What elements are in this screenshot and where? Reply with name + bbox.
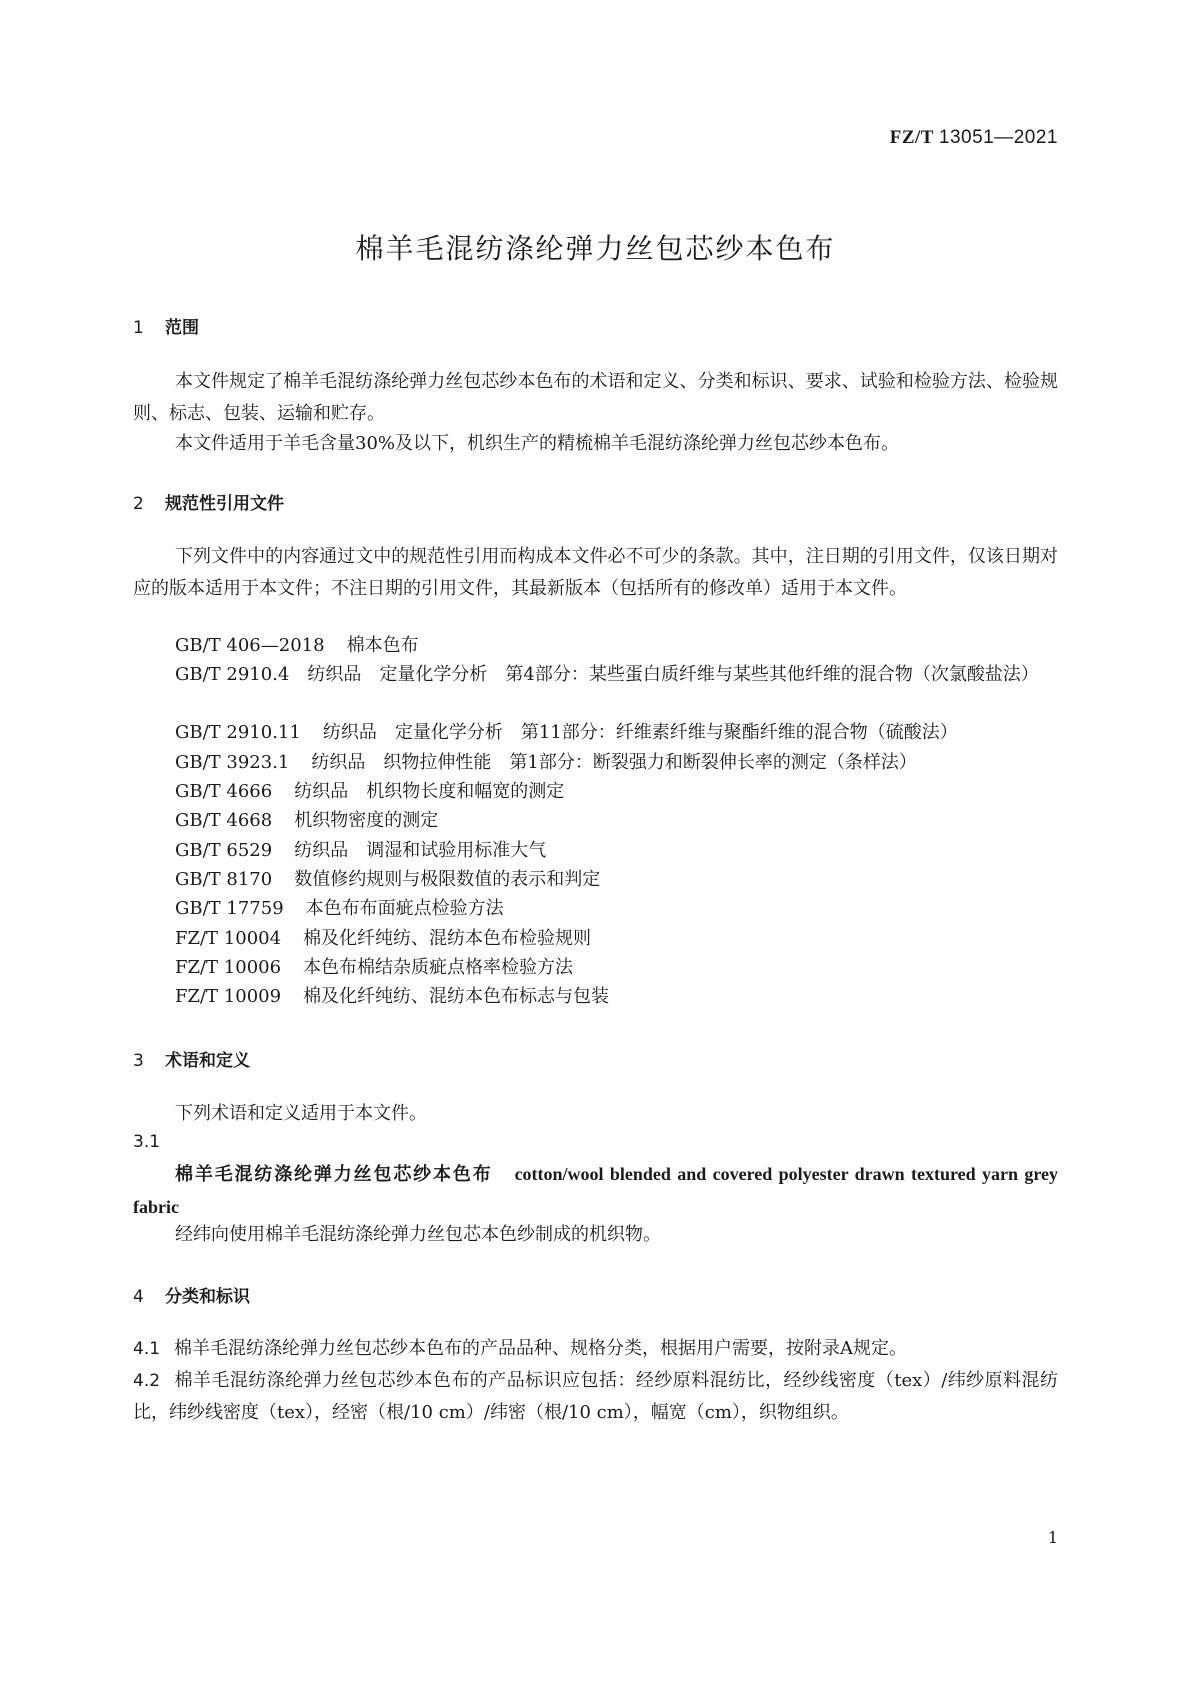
- clause-4-2: [133, 1365, 1058, 1429]
- reference-item: [175, 805, 438, 837]
- section-4-heading: [133, 1282, 250, 1307]
- section-title: 范围: [165, 318, 199, 338]
- section-title: 术语和定义: [165, 1051, 250, 1071]
- reference-title: 数值修约规则与极限数值的表示和判定: [294, 869, 601, 890]
- reference-code: GB/T 3923.1: [175, 752, 290, 773]
- section-title: 规范性引用文件: [165, 494, 284, 514]
- reference-code: GB/T 406—2018: [175, 635, 325, 656]
- reference-item: [133, 659, 1058, 691]
- reference-code: FZ/T 10006: [175, 957, 282, 978]
- section-number: 3: [133, 1051, 144, 1071]
- clause-number: 4.2: [133, 1371, 161, 1391]
- reference-code: GB/T 4666: [175, 781, 273, 802]
- reference-item: [175, 835, 546, 867]
- reference-item: [175, 952, 573, 984]
- reference-item: [175, 923, 591, 955]
- reference-title: 纺织品 调湿和试验用标准大气: [294, 840, 547, 861]
- section-number: 2: [133, 494, 144, 514]
- section-2-heading: [133, 489, 284, 514]
- section-1-heading: [133, 313, 199, 338]
- section-2-intro: 下列文件中的内容通过文中的规范性引用而构成本文件必不可少的条款。其中，注日期的引用文件，仅该日期对应的版本适用于本文件；不注日期的引用文件，其最新版本（包括所有的修改单）适用于本文件。: [133, 546, 1058, 599]
- standard-code: [890, 127, 1058, 149]
- document-title: 棉羊毛混纺涤纶弹力丝包芯纱本色布: [355, 232, 836, 265]
- term-entry: [133, 1158, 1058, 1224]
- reference-title: 纺织品 定量化学分析 第4部分：某些蛋白质纤维与某些其他纤维的混合物（次氯酸盐法）: [307, 664, 1039, 685]
- reference-item: [175, 776, 564, 808]
- clause-text: 棉羊毛混纺涤纶弹力丝包芯纱本色布的产品标识应包括：经纱原料混纺比，经纱线密度（tex）/纬纱原料混纺比，纬纱线密度（tex），经密（根/10 cm）/纬密（根/10 cm），幅宽（cm），织物组织。: [133, 1370, 1058, 1423]
- standard-prefix: FZ/T: [889, 127, 934, 148]
- reference-code: GB/T 17759: [175, 898, 284, 919]
- term-number: 3.1: [133, 1132, 161, 1152]
- reference-item: [175, 630, 419, 662]
- reference-code: GB/T 2910.11: [175, 722, 301, 743]
- reference-title: 纺织品 机织物长度和幅宽的测定: [294, 781, 565, 802]
- reference-item: [175, 893, 504, 925]
- term-english: cotton/wool blended and covered polyester drawn textured yarn grey fabric: [133, 1164, 1058, 1217]
- term-chinese: 棉羊毛混纺涤纶弹力丝包芯纱本色布: [175, 1164, 493, 1185]
- term-definition: 经纬向使用棉羊毛混纺涤纶弹力丝包芯本色纱制成的机织物。: [175, 1224, 661, 1245]
- section-3-heading: [133, 1046, 250, 1071]
- section-1-paragraph-2: 本文件适用于羊毛含量30%及以下，机织生产的精梳棉羊毛混纺涤纶弹力丝包芯纱本色布。: [175, 433, 900, 454]
- clause-4-1: [133, 1333, 1058, 1365]
- reference-item: [175, 864, 600, 896]
- reference-code: GB/T 2910.4: [175, 664, 290, 685]
- reference-item: [175, 981, 609, 1013]
- reference-title: 棉及化纤纯纺、混纺本色布标志与包装: [303, 986, 610, 1007]
- reference-title: 纺织品 定量化学分析 第11部分：纤维素纤维与聚酯纤维的混合物（硫酸法）: [322, 722, 958, 743]
- clause-text: 棉羊毛混纺涤纶弹力丝包芯纱本色布的产品品种、规格分类，根据用户需要，按附录A规定。: [174, 1338, 908, 1359]
- section-number: 4: [133, 1287, 144, 1307]
- reference-title: 纺织品 织物拉伸性能 第1部分：断裂强力和断裂伸长率的测定（条样法）: [311, 752, 917, 773]
- reference-title: 棉及化纤纯纺、混纺本色布检验规则: [303, 928, 592, 949]
- reference-item: [175, 717, 958, 749]
- section-title: 分类和标识: [165, 1287, 250, 1307]
- reference-title: 棉本色布: [346, 635, 419, 656]
- page-number: 1: [1047, 1528, 1058, 1547]
- reference-title: 本色布布面疵点检验方法: [305, 898, 504, 919]
- reference-item: [175, 747, 917, 779]
- reference-code: FZ/T 10009: [175, 986, 282, 1007]
- section-number: 1: [133, 318, 144, 338]
- reference-code: GB/T 8170: [175, 869, 273, 890]
- reference-code: GB/T 4668: [175, 810, 273, 831]
- reference-title: 本色布棉结杂质疵点格率检验方法: [303, 957, 574, 978]
- reference-title: 机织物密度的测定: [294, 810, 439, 831]
- clause-number: 4.1: [133, 1339, 161, 1359]
- section-1-paragraph-1: 本文件规定了棉羊毛混纺涤纶弹力丝包芯纱本色布的术语和定义、分类和标识、要求、试验和检验方法、检验规则、标志、包装、运输和贮存。: [133, 371, 1058, 424]
- section-3-intro: 下列术语和定义适用于本文件。: [175, 1103, 427, 1124]
- reference-code: FZ/T 10004: [175, 928, 282, 949]
- standard-number: 13051—2021: [938, 127, 1058, 148]
- reference-code: GB/T 6529: [175, 840, 273, 861]
